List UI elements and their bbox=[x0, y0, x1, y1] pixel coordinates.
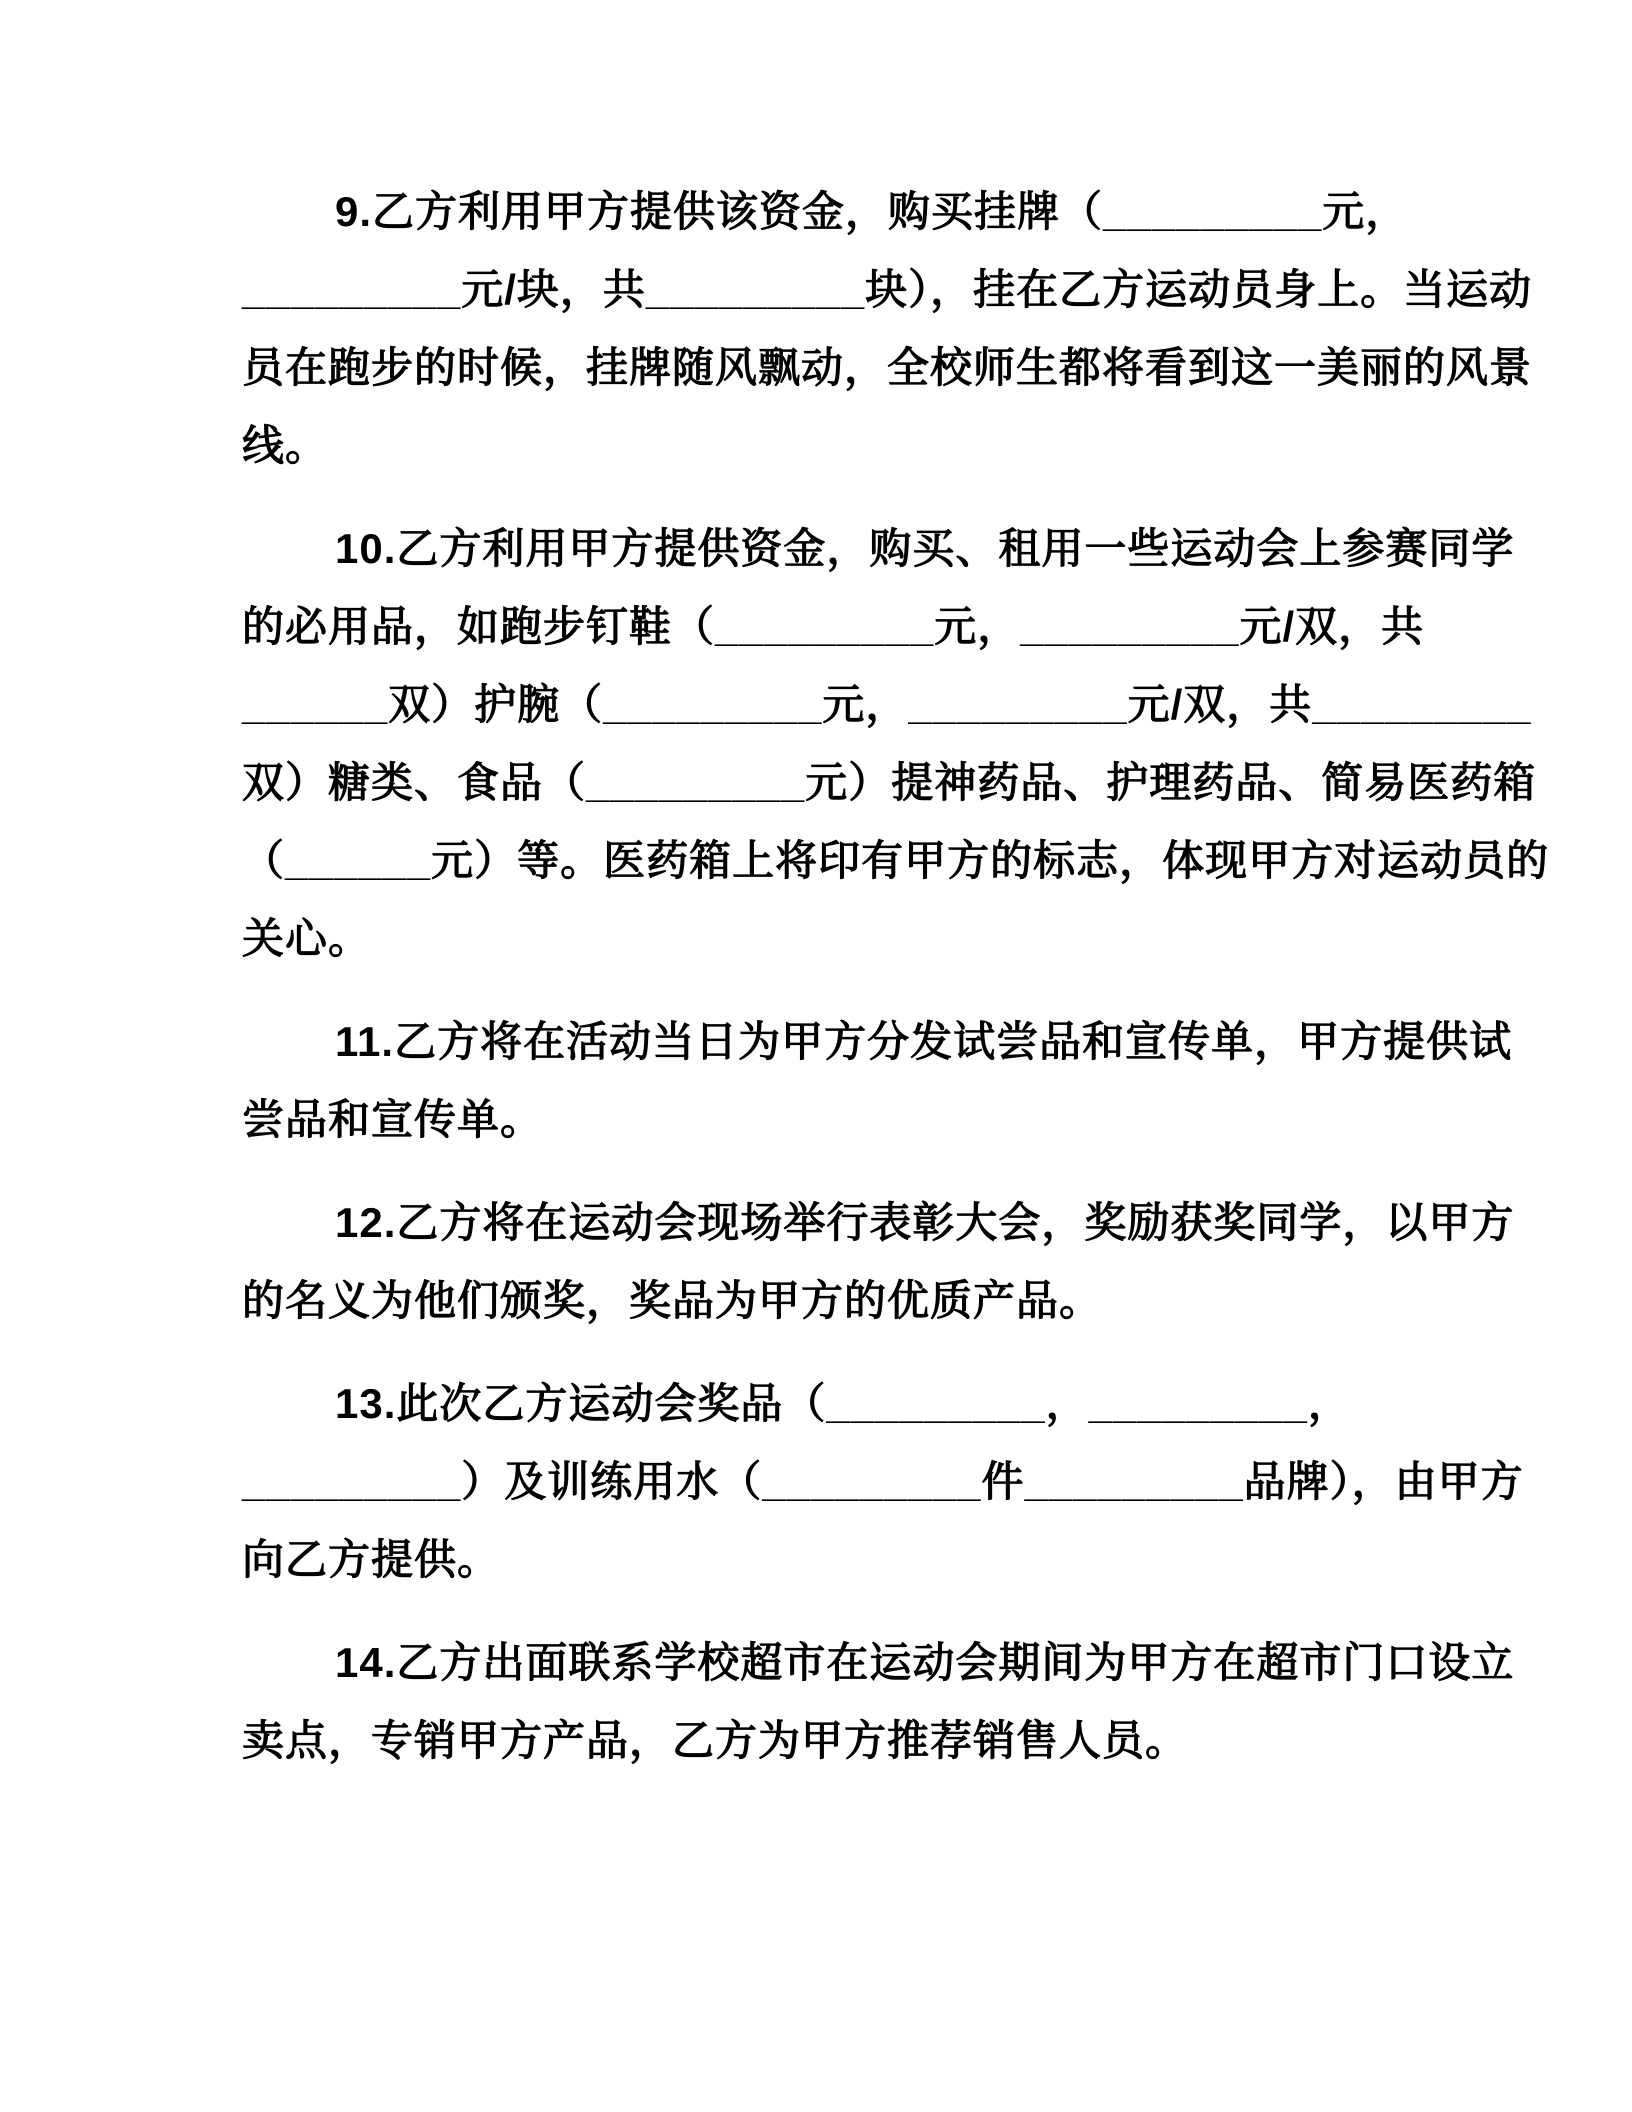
text-line: ______双）护腕（_________元，_________元/双，共_________ bbox=[242, 681, 1532, 728]
clause-9 bbox=[242, 173, 1533, 485]
text-line: 12.乙方将在运动会现场举行表彰大会，奖励获奖同学，以甲方 bbox=[335, 1199, 1515, 1246]
text-line: 员在跑步的时候，挂牌随风飘动，全校师生都将看到这一美丽的风景 bbox=[242, 344, 1533, 391]
clause-13 bbox=[242, 1365, 1524, 1599]
text-line: 10.乙方利用甲方提供资金，购买、租用一些运动会上参赛同学 bbox=[335, 525, 1515, 572]
text-line: 13.此次乙方运动会奖品（_________，_________， bbox=[335, 1380, 1351, 1427]
clause-11 bbox=[242, 1003, 1513, 1159]
text-line: 的名义为他们颁奖，奖品为甲方的优质产品。 bbox=[242, 1277, 1103, 1324]
text-line: _________）及训练用水（_________件_________品牌），由甲方 bbox=[242, 1458, 1524, 1505]
text-line: 11.乙方将在活动当日为甲方分发试尝品和宣传单，甲方提供试 bbox=[335, 1018, 1513, 1065]
text-line: 的必用品，如跑步钉鞋（_________元，_________元/双，共 bbox=[242, 603, 1425, 650]
text-line: 关心。 bbox=[242, 915, 372, 962]
text-line: 9.乙方利用甲方提供该资金，购买挂牌（_________元， bbox=[335, 188, 1409, 235]
text-line: 双）糖类、食品（_________元）提神药品、护理药品、简易医药箱 bbox=[242, 759, 1537, 806]
text-line: 向乙方提供。 bbox=[242, 1536, 501, 1583]
text-line: 尝品和宣传单。 bbox=[242, 1096, 544, 1143]
clause-12 bbox=[242, 1184, 1515, 1340]
clause-14 bbox=[242, 1624, 1515, 1780]
document-body bbox=[242, 173, 1550, 1780]
text-line: 卖点，专销甲方产品，乙方为甲方推荐销售人员。 bbox=[242, 1717, 1189, 1764]
text-line: _________元/块，共_________块），挂在乙方运动员身上。当运动 bbox=[242, 266, 1533, 313]
text-line: 线。 bbox=[242, 422, 329, 469]
text-line: 14.乙方出面联系学校超市在运动会期间为甲方在超市门口设立 bbox=[335, 1639, 1515, 1686]
text-line: （______元）等。医药箱上将印有甲方的标志，体现甲方对运动员的 bbox=[242, 837, 1550, 884]
clause-10 bbox=[242, 510, 1550, 978]
